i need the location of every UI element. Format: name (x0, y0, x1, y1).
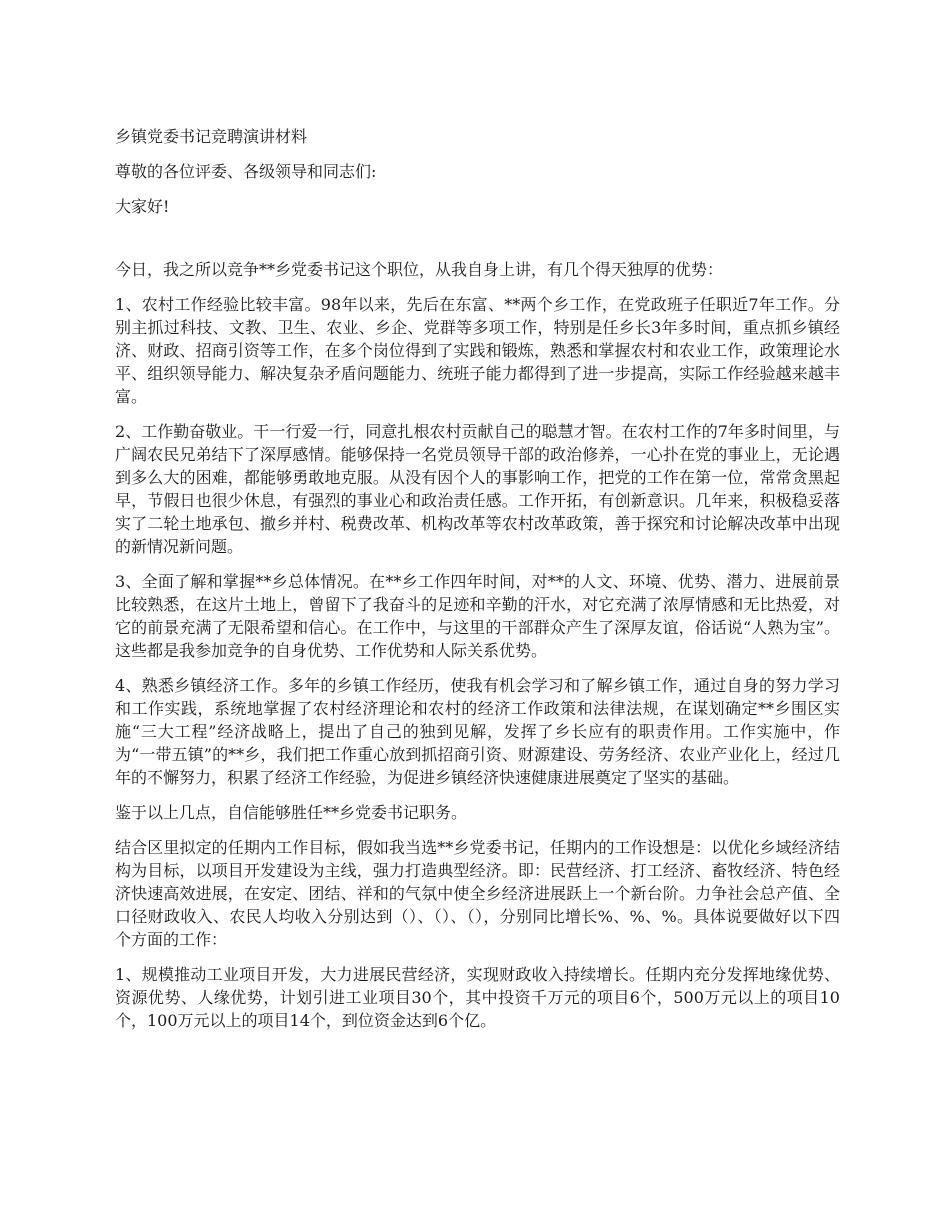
paragraph-1: 1、农村工作经验比较丰富。98年以来，先后在东富、**两个乡工作，在党政班子任职近7年工作。分别主抓过科技、文教、卫生、农业、乡企、党群等多项工作，特别是任乡长3年多时间，重点抓乡镇经济、财政、招商引资等工作，在多个岗位得到了实践和锻炼，熟悉和掌握农村和农业工作，政策理论水平、组织领导能力、解决复杂矛盾问题能力、统班子能力都得到了进一步提高，实际工作经验越来越丰富。 (115, 295, 840, 406)
paragraph-4: 4、熟悉乡镇经济工作。多年的乡镇工作经历，使我有机会学习和了解乡镇工作，通过自身的努力学习和工作实践，系统地掌握了农村经济理论和农村的经济工作政策和法律法规，在谋划确定**乡围区实施“三大工程”经济战略上，提出了自己的独到见解，发挥了乡长应有的职责作用。工作实施中，作为“一带五镇”的**乡，我们把工作重心放到抓招商引资、财源建设、劳务经济、农业产业化上，经过几年的不懈努力，积累了经济工作经验，为促进乡镇经济快速健康进展奠定了坚实的基础。 (115, 676, 840, 787)
paragraph-6: 结合区里拟定的任期内工作目标，假如我当选**乡党委书记，任期内的工作设想是：以优化乡域经济结构为目标，以项目开发建设为主线，强力打造典型经济。即：民营经济、打工经济、畜牧经济、特色经济快速高效进展，在安定、团结、祥和的气氛中使全乡经济进展跃上一个新台阶。力争社会总产值、全口径财政收入、农民人均收入分别达到（）、（）、（），分别同比增长%、%、%。具体说要做好以下四个方面的工作： (115, 838, 840, 949)
paragraph-2: 2、工作勤奋敬业。干一行爱一行，同意扎根农村贡献自己的聪慧才智。在农村工作的7年多时间里，与广阔农民兄弟结下了深厚感情。能够保持一名党员领导干部的政治修养，一心扑在党的事业上，无论遇到多么大的困难，都能够勇敢地克服。从没有因个人的事影响工作，把党的工作在第一位，常常贪黑起早，节假日也很少休息，有强烈的事业心和政治责任感。工作开拓，有创新意识。几年来，积极稳妥落实了二轮土地承包、撤乡并村、税费改革、机构改革等农村改革政策，善于探究和讨论解决改革中出现的新情况新问题。 (115, 422, 840, 556)
document-page (115, 125, 840, 1044)
paragraph-5: 鉴于以上几点，自信能够胜任**乡党委书记职务。 (115, 803, 468, 822)
paragraph-7: 1、规模推动工业项目开发，大力进展民营经济，实现财政收入持续增长。任期内充分发挥地缘优势、资源优势、人缘优势，计划引进工业项目30个，其中投资千万元的项目6个，500万元以上的项目10个，100万元以上的项目14个，到位资金达到6个亿。 (115, 965, 840, 1030)
salutation: 尊敬的各位评委、各级领导和同志们: (115, 162, 377, 181)
blank-line (115, 230, 840, 258)
greeting: 大家好! (115, 197, 170, 216)
intro-line: 今日，我之所以竞争**乡党委书记这个职位，从我自身上讲，有几个得天独厚的优势： (115, 260, 724, 279)
paragraph-3: 3、全面了解和掌握**乡总体情况。在**乡工作四年时间，对**的人文、环境、优势、潜力、进展前景比较熟悉，在这片土地上，曾留下了我奋斗的足迹和辛勤的汗水，对它充满了浓厚情感和无比热爱，对它的前景充满了无限希望和信心。在工作中，与这里的干部群众产生了深厚友谊，俗话说“人熟为宝”。这些都是我参加竞争的自身优势、工作优势和人际关系优势。 (115, 572, 840, 660)
document-title: 乡镇党委书记竞聘演讲材料 (115, 127, 308, 146)
